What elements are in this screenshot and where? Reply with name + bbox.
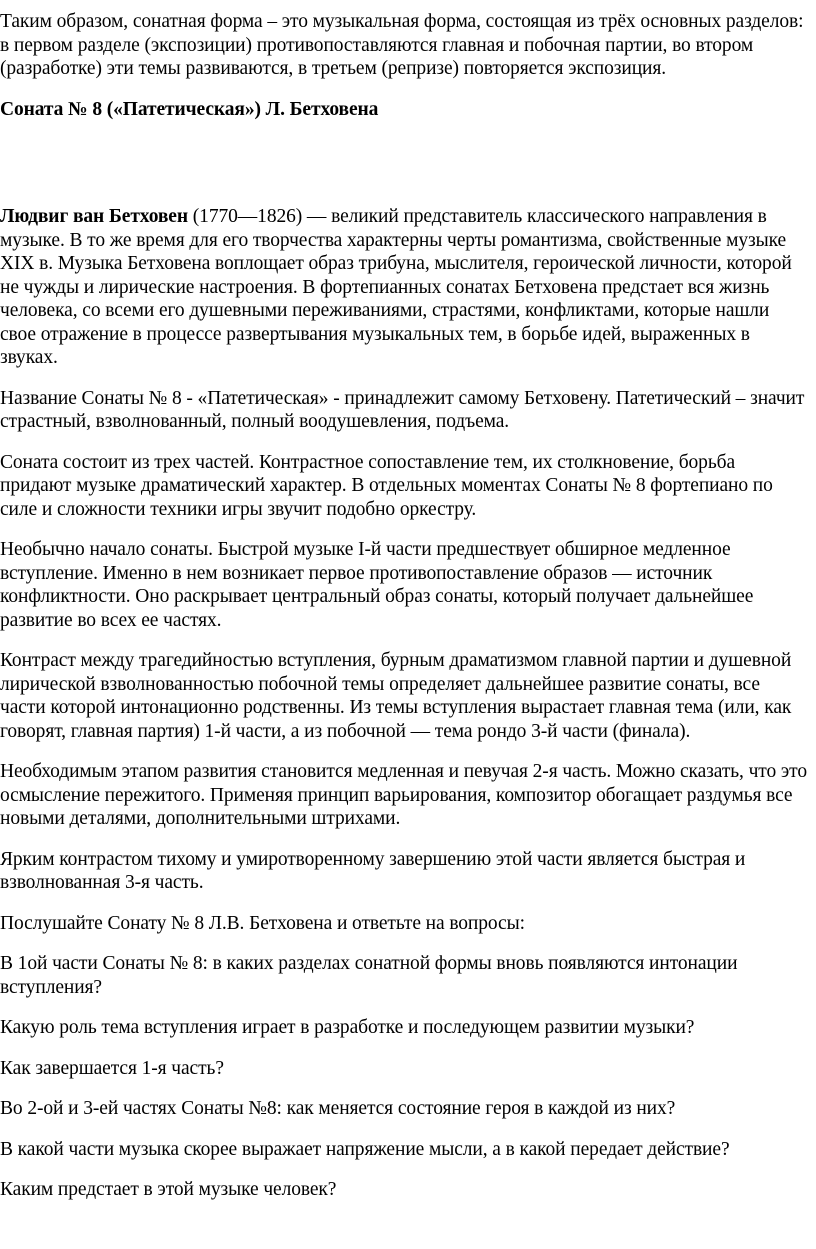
blank-space (0, 121, 808, 205)
paragraph-pathetique-title: Название Сонаты № 8 - «Патетическая» - принадлежит самому Бетховену. Патетический – значит страстный, взволнованный, полный воодушевления, подъема. (0, 387, 805, 432)
composer-name: Людвиг ван Бетховен (0, 206, 188, 227)
paragraph-unusual-beginning: Необычно начало сонаты. Быстрой музыке I-й части предшествует обширное медленное вступление. Именно в нем возникает первое противопоставление образов — источник конфликтности. Оно раскрывает центральный образ сонаты, который получает дальнейшее развитие во всех ее частях. (0, 539, 754, 631)
question-1: В 1ой части Сонаты № 8: в каких разделах сонатной формы вновь появляются интонации вступления? (0, 953, 738, 998)
paragraph-three-parts: Соната состоит из трех частей. Контрастное сопоставление тем, их столкновение, борьба придают музыке драматический характер. В отдельных моментах Сонаты № 8 фортепиано по силе и сложности техники игры звучит подобно оркестру. (0, 451, 773, 520)
section-title (0, 98, 808, 122)
paragraph-contrast: Контраст между трагедийностью вступления, бурным драматизмом главной партии и душевной лирической взволнованностью побочной темы определяет дальнейшее развитие сонаты, все части которой интонационно родственны. Из темы вступления вырастает главная тема (или, как говорят, главная партия) 1-й части, а из побочной — тема рондо 3-й части (финала). (0, 650, 792, 742)
bio-paragraph (0, 205, 808, 370)
intro-paragraph: Таким образом, сонатная форма – это музыкальная форма, состоящая из трёх основных разделов: в первом разделе (экспозиции) противопоставляются главная и побочная партии, во втором (разработке) эти темы развиваются, в третьем (репризе) повторяется экспозиция. (0, 11, 804, 79)
question-2: Какую роль тема вступления играет в разработке и последующем развитии музыки? (0, 1017, 695, 1038)
bio-text: (1770—1826) — великий представитель классического направления в музыке. В то же время для его творчества характерны черты романтизма, свойственные музыке XIX в. Музыка Бетховена воплощает образ трибуна, мыслителя, героической личности, которой не чужды и лирические настроения. В фортепианных сонатах Бетховена предстает вся жизнь человека, со всеми его душевными переживаниями, страстями, конфликтами, которые нашли свое отражение в процессе развертывания музыкальных тем, в борьбе идей, выраженных в звуках. (0, 206, 792, 368)
question-4: Во 2-ой и 3-ей частях Сонаты №8: как меняется состояние героя в каждой из них? (0, 1098, 676, 1119)
section-title-text: Соната № 8 («Патетическая») Л. Бетховена (0, 98, 379, 120)
question-3: Как завершается 1-я часть? (0, 1057, 224, 1079)
paragraph-second-part: Необходимым этапом развития становится медленная и певучая 2-я часть. Можно сказать, что это осмысление пережитого. Применяя принцип варьирования, композитор обогащает раздумья все новыми деталями, дополнительными штрихами. (0, 761, 807, 829)
question-6: Каким предстает в этой музыке человек? (0, 1179, 337, 1200)
paragraph-listen-prompt: Послушайте Сонату № 8 Л.В. Бетховена и ответьте на вопросы: (0, 912, 525, 934)
paragraph-third-part: Ярким контрастом тихому и умиротворенному завершению этой части является быстрая и взволнованная 3-я часть. (0, 848, 746, 893)
question-5: В какой части музыка скорее выражает напряжение мысли, а в какой передает действие? (0, 1138, 730, 1160)
document-page (0, 10, 808, 1219)
